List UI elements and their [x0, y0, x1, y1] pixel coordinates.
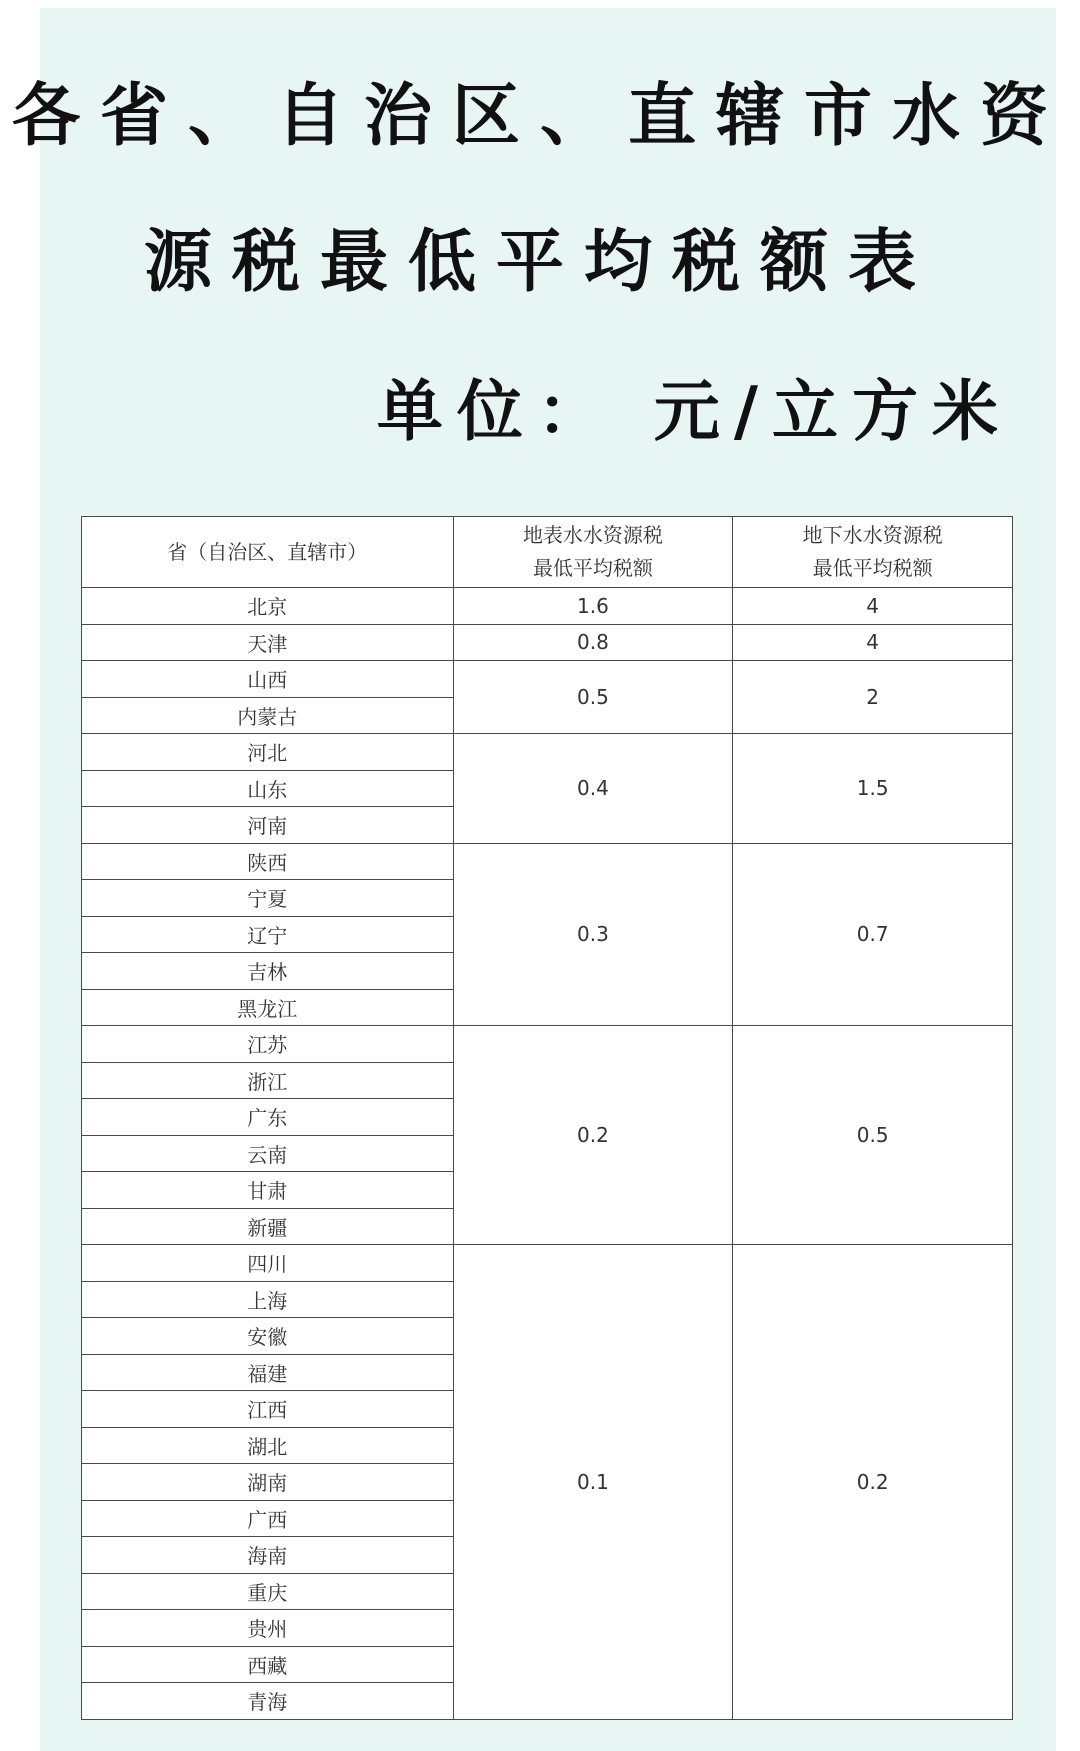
table-header-row [82, 517, 1013, 588]
province-cell: 上海 [82, 1281, 454, 1318]
province-cell: 辽宁 [82, 916, 454, 953]
table-row [82, 1245, 1013, 1282]
ground-tax-cell: 4 [733, 588, 1013, 625]
province-cell: 青海 [82, 1683, 454, 1720]
surface-tax-cell: 0.4 [453, 734, 733, 844]
ground-tax-cell: 0.5 [733, 1026, 1013, 1245]
ground-header-line-1: 地下水水资源税 [802, 523, 943, 547]
ground-tax-cell: 4 [733, 624, 1013, 661]
province-cell: 贵州 [82, 1610, 454, 1647]
province-cell: 西藏 [82, 1646, 454, 1683]
ground-tax-cell: 0.2 [733, 1245, 1013, 1720]
province-cell: 天津 [82, 624, 454, 661]
table-row [82, 734, 1013, 771]
table-row [82, 624, 1013, 661]
surface-header-line-2: 最低平均税额 [532, 556, 653, 580]
province-cell: 江西 [82, 1391, 454, 1428]
province-cell: 河北 [82, 734, 454, 771]
province-cell: 北京 [82, 588, 454, 625]
surface-water-header [453, 517, 733, 588]
province-header: 省（自治区、直辖市） [82, 517, 454, 588]
province-cell: 广西 [82, 1500, 454, 1537]
province-cell: 江苏 [82, 1026, 454, 1063]
ground-tax-cell: 2 [733, 661, 1013, 734]
province-cell: 湖南 [82, 1464, 454, 1501]
tax-rate-table [81, 516, 1013, 1720]
table-row [82, 1026, 1013, 1063]
ground-tax-cell: 1.5 [733, 734, 1013, 844]
title-line-1: 各省、自治区、直辖市水资 [11, 76, 1068, 156]
province-cell: 内蒙古 [82, 697, 454, 734]
table-row [82, 843, 1013, 880]
surface-header-line-1: 地表水水资源税 [522, 523, 663, 547]
province-cell: 海南 [82, 1537, 454, 1574]
province-cell: 浙江 [82, 1062, 454, 1099]
table-row [82, 588, 1013, 625]
title-line-2: 源税最低平均税额表 [143, 222, 936, 302]
province-cell: 甘肃 [82, 1172, 454, 1209]
province-cell: 河南 [82, 807, 454, 844]
ground-header-line-2: 最低平均税额 [812, 556, 933, 580]
surface-tax-cell: 1.6 [453, 588, 733, 625]
province-cell: 重庆 [82, 1573, 454, 1610]
surface-tax-cell: 0.3 [453, 843, 733, 1026]
province-cell: 新疆 [82, 1208, 454, 1245]
province-cell: 吉林 [82, 953, 454, 990]
surface-tax-cell: 0.2 [453, 1026, 733, 1245]
table-row [82, 661, 1013, 698]
surface-tax-cell: 0.5 [453, 661, 733, 734]
table-body [82, 588, 1013, 1720]
province-cell: 湖北 [82, 1427, 454, 1464]
province-cell: 安徽 [82, 1318, 454, 1355]
province-cell: 四川 [82, 1245, 454, 1282]
province-cell: 山西 [82, 661, 454, 698]
province-cell: 云南 [82, 1135, 454, 1172]
surface-tax-cell: 0.1 [453, 1245, 733, 1720]
ground-tax-cell: 0.7 [733, 843, 1013, 1026]
province-cell: 广东 [82, 1099, 454, 1136]
province-cell: 福建 [82, 1354, 454, 1391]
province-cell: 宁夏 [82, 880, 454, 917]
unit-label: 单位： 元/立方米 [376, 372, 1012, 450]
province-cell: 山东 [82, 770, 454, 807]
province-cell: 黑龙江 [82, 989, 454, 1026]
surface-tax-cell: 0.8 [453, 624, 733, 661]
ground-water-header [733, 517, 1013, 588]
province-cell: 陕西 [82, 843, 454, 880]
